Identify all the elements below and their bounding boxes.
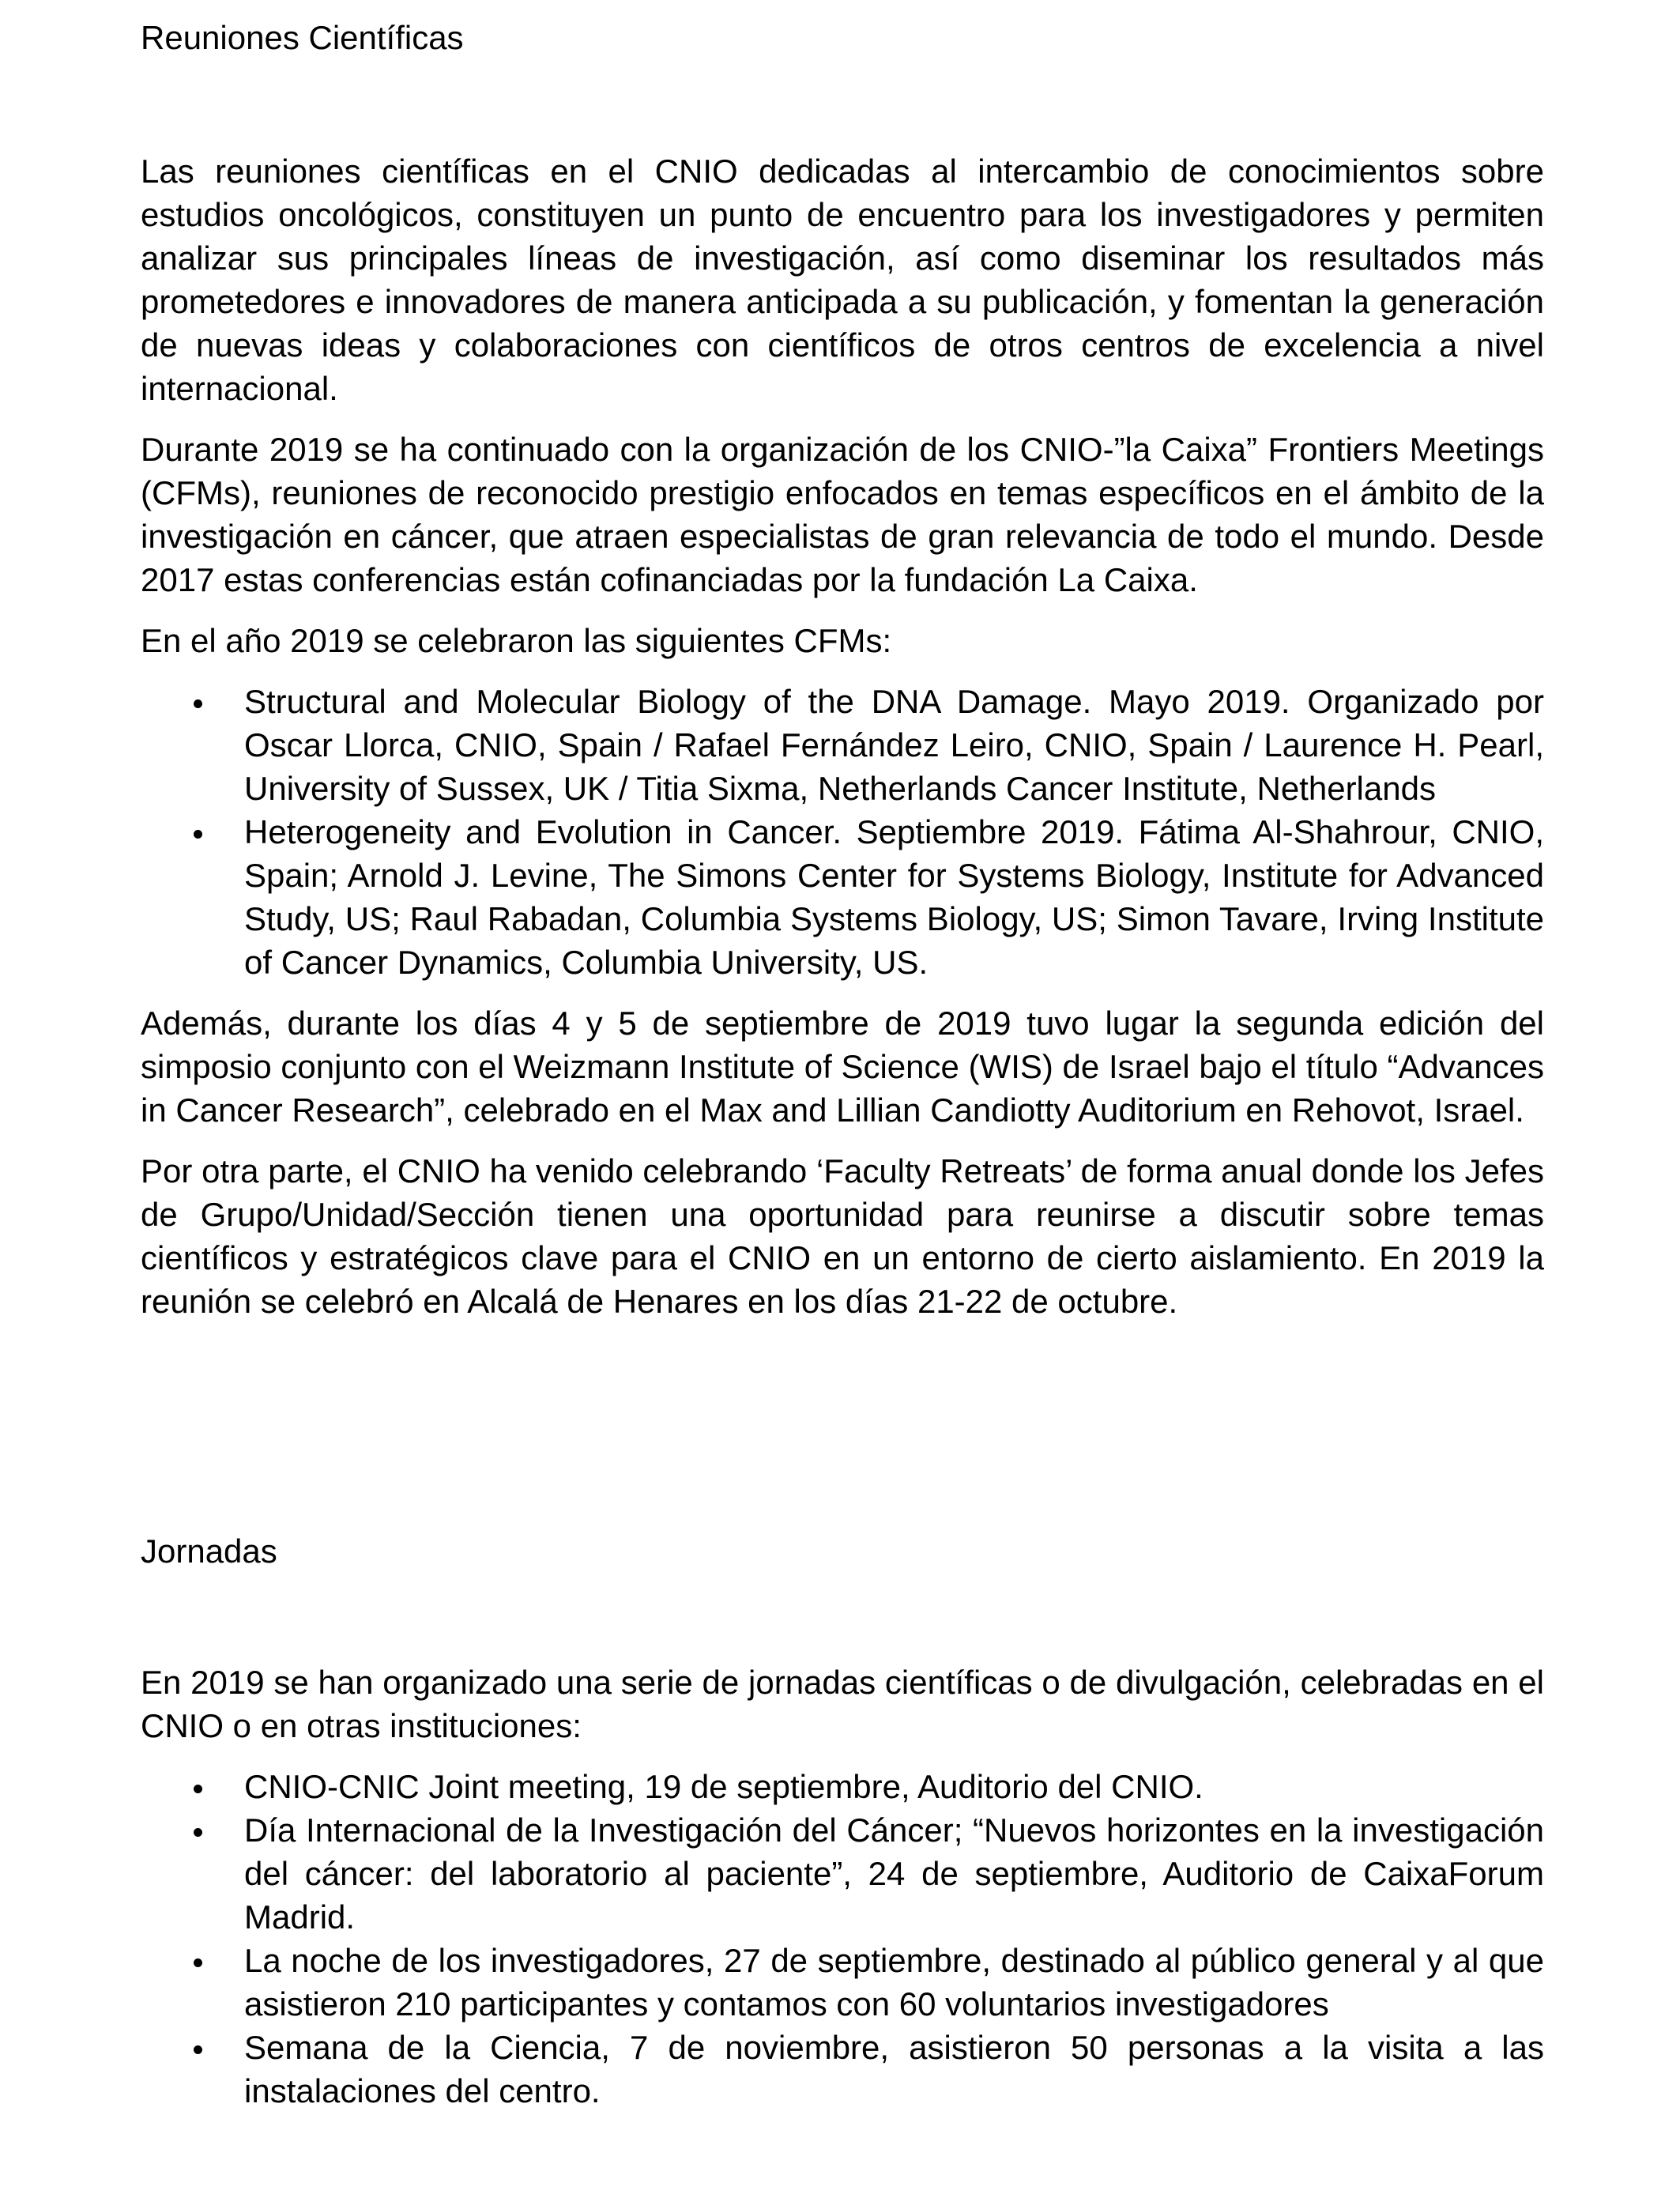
- list-item-text: Heterogeneity and Evolution in Cancer. Septiembre 2019. Fátima Al-Shahrour, CNIO, Spain; Arnold J. Levine, The Simons Center for Systems Biology, Institute for Advanced Study, US; Raul Rabadan, Columbia Systems Biology, US; Simon Tavare, Irving Institute of Cancer Dynamics, Columbia University, US.: [244, 813, 1544, 981]
- section-jornadas-body: [141, 1661, 1544, 2130]
- heading-reuniones-cientificas: Reuniones Científicas: [141, 19, 464, 56]
- paragraph-cfms: Durante 2019 se ha continuado con la organización de los CNIO-”la Caixa” Frontiers Meetings (CFMs), reuniones de reconocido prestigio enfocados en temas específicos en el ámbito de la investigación en cáncer, que atraen especialistas de gran relevancia de todo el mundo. Desde 2017 estas conferencias están cofinanciadas por la fundación La Caixa.: [141, 431, 1544, 598]
- paragraph-intro: Las reuniones científicas en el CNIO dedicadas al intercambio de conocimientos sobre estudios oncológicos, constituyen un punto de encuentro para los investigadores y permiten analizar sus principales líneas de investigación, así como diseminar los resultados más prometedores e innovadores de manera anticipada a su publicación, y fomentan la generación de nuevas ideas y colaboraciones con científicos de otros centros de excelencia a nivel internacional.: [141, 153, 1544, 407]
- paragraph-faculty-retreats: Por otra parte, el CNIO ha venido celebrando ‘Faculty Retreats’ de forma anual donde los Jefes de Grupo/Unidad/Sección tienen una oportunidad para reunirse a discutir sobre temas científicos y estratégicos clave para el CNIO en un entorno de cierto aislamiento. En 2019 la reunión se celebró en Alcalá de Henares en los días 21-22 de octubre.: [141, 1152, 1544, 1320]
- list-item-text: CNIO-CNIC Joint meeting, 19 de septiembre, Auditorio del CNIO.: [244, 1768, 1203, 1805]
- jornadas-list: [141, 1765, 1544, 2113]
- list-item-text: Semana de la Ciencia, 7 de noviembre, asistieron 50 personas a la visita a las instalaciones del centro.: [244, 2029, 1544, 2109]
- paragraph-cfms-list-intro: En el año 2019 se celebraron las siguientes CFMs:: [141, 622, 892, 659]
- paragraph-jornadas-intro: En 2019 se han organizado una serie de jornadas científicas o de divulgación, celebradas en el CNIO o en otras instituciones:: [141, 1664, 1544, 1744]
- cfm-list: [141, 680, 1544, 984]
- list-item: [141, 810, 1544, 984]
- list-item: [141, 1939, 1544, 2026]
- list-item: [141, 2026, 1544, 2113]
- list-item-text: La noche de los investigadores, 27 de septiembre, destinado al público general y al que asistieron 210 participantes y contamos con 60 voluntarios investigadores: [244, 1942, 1544, 2022]
- list-item: [141, 1808, 1544, 1939]
- list-item: [141, 680, 1544, 810]
- list-item: [141, 1765, 1544, 1808]
- section-reuniones-body: [141, 149, 1544, 1340]
- paragraph-weizmann: Además, durante los días 4 y 5 de septiembre de 2019 tuvo lugar la segunda edición del simposio conjunto con el Weizmann Institute of Science (WIS) de Israel bajo el título “Advances in Cancer Research”, celebrado en el Max and Lillian Candiotty Auditorium en Rehovot, Israel.: [141, 1005, 1544, 1129]
- list-item-text: Día Internacional de la Investigación del Cáncer; “Nuevos horizontes en la investigación del cáncer: del laboratorio al paciente”, 24 de septiembre, Auditorio de CaixaForum Madrid.: [244, 1811, 1544, 1936]
- list-item-text: Structural and Molecular Biology of the DNA Damage. Mayo 2019. Organizado por Oscar Llorca, CNIO, Spain / Rafael Fernández Leiro, CNIO, Spain / Laurence H. Pearl, University of Sussex, UK / Titia Sixma, Netherlands Cancer Institute, Netherlands: [244, 683, 1544, 807]
- heading-jornadas: Jornadas: [141, 1532, 277, 1570]
